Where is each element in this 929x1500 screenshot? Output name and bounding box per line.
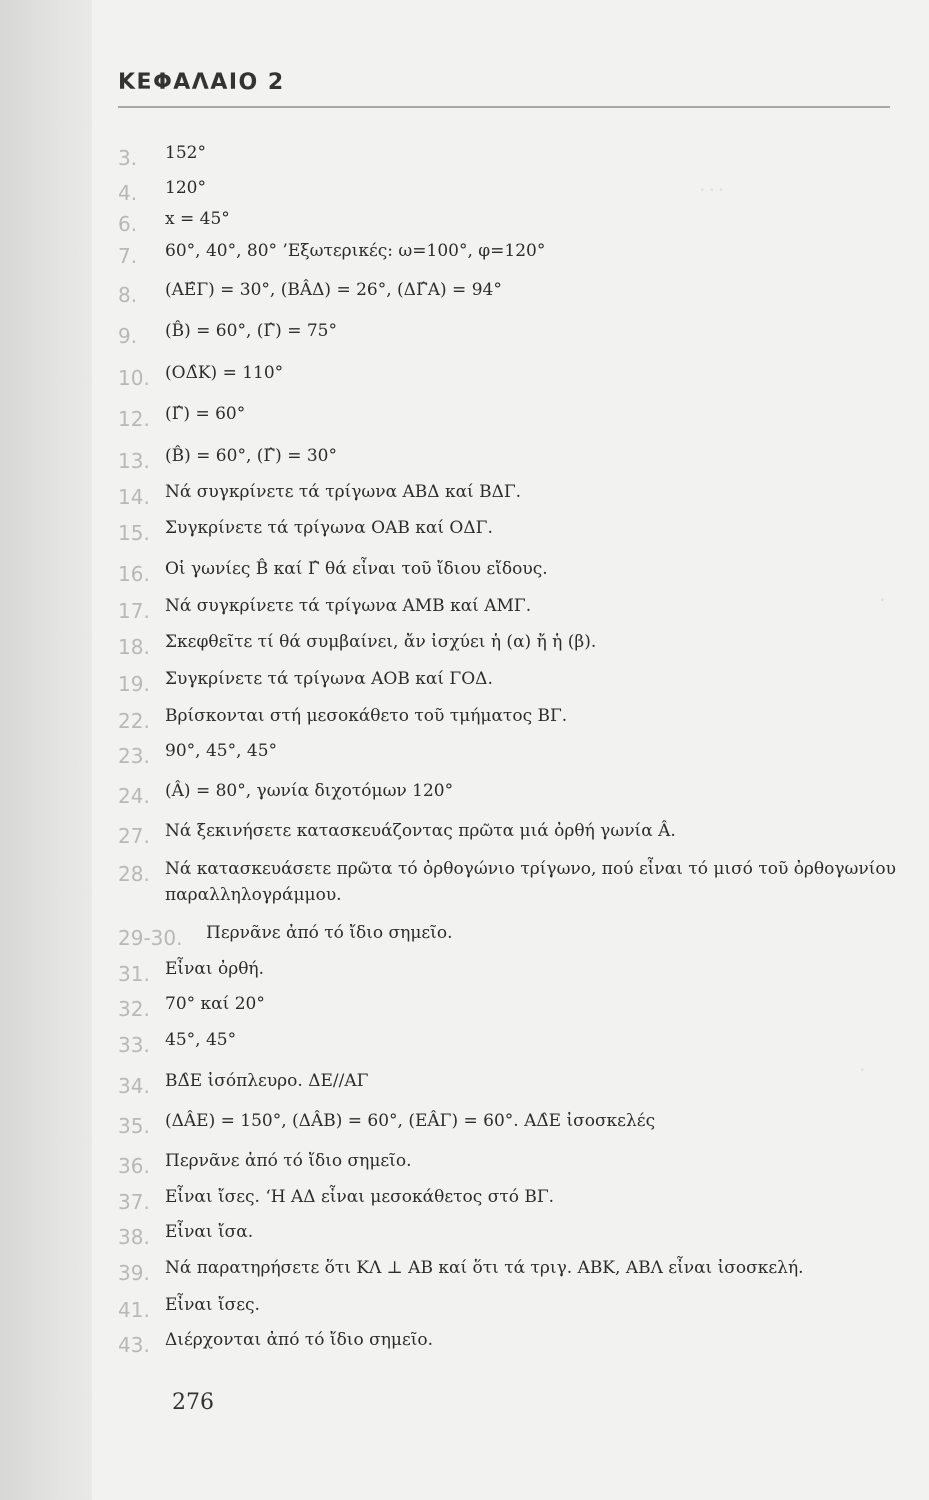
chapter-heading: ΚΕΦΑΛΑΙΟ 2 [118, 70, 285, 95]
heading-rule [118, 106, 890, 108]
answer-text: (B̂) = 60°, (Γ̂) = 30° [165, 446, 337, 466]
answer-text: 152° [165, 143, 206, 163]
answer-number: 27. [118, 824, 150, 848]
answer-text: (ΑΕ̂Γ) = 30°, (ΒÂΔ) = 26°, (ΔΓ̂Α) = 94° [165, 280, 502, 300]
answer-number: 22. [118, 709, 150, 733]
page-number: 276 [172, 1390, 214, 1415]
answer-number: 13. [118, 449, 150, 473]
answer-number: 28. [118, 862, 150, 886]
answer-text: (Â) = 80°, γωνία διχοτόμων 120° [165, 781, 454, 801]
answer-number: 39. [118, 1261, 150, 1285]
answer-number: 33. [118, 1033, 150, 1057]
answer-number: 31. [118, 962, 150, 986]
answer-text: Συγκρίνετε τά τρίγωνα ΑΟΒ καί ΓΟΔ. [165, 669, 493, 689]
answer-text: 120° [165, 178, 206, 198]
answer-number: 7. [118, 244, 138, 268]
answer-text: 60°, 40°, 80° ’Εξωτερικές: ω=100°, φ=120° [165, 241, 546, 261]
answer-text: 45°, 45° [165, 1030, 237, 1050]
answer-text: Νά συγκρίνετε τά τρίγωνα ΑΜΒ καί ΑΜΓ. [165, 596, 532, 616]
answer-number: 24. [118, 784, 150, 808]
answer-text: Εἶναι ἴσα. [165, 1222, 254, 1242]
answer-number: 8. [118, 283, 138, 307]
answer-number: 34. [118, 1074, 150, 1098]
answer-number: 29-30. [118, 926, 183, 950]
answer-text: 90°, 45°, 45° [165, 741, 278, 761]
answer-number: 36. [118, 1154, 150, 1178]
answer-text: Νά συγκρίνετε τά τρίγωνα ΑΒΔ καί ΒΔΓ. [165, 482, 522, 502]
answer-text: Νά ξεκινήσετε κατασκευάζοντας πρῶτα μιά ὀρθή γωνία Â. [165, 821, 676, 841]
answer-number: 3. [118, 146, 138, 170]
answer-number: 32. [118, 997, 150, 1021]
answer-text: ΒΔ̂Ε ἰσόπλευρο. ΔΕ//ΑΓ [165, 1071, 369, 1091]
answer-number: 19. [118, 672, 150, 696]
answer-text: Διέρχονται ἀπό τό ἴδιο σημεῖο. [165, 1330, 434, 1350]
answer-number: 38. [118, 1225, 150, 1249]
answer-text: Εἶναι ἴσες. [165, 1295, 260, 1315]
answer-number: 6. [118, 212, 138, 236]
answer-text: (ΔÂΕ) = 150°, (ΔÂΒ) = 60°, (ΕÂΓ) = 60°. ΑΔ̂Ε ἰσοσκελές [165, 1111, 656, 1131]
answer-text: Νά κατασκευάσετε πρῶτα τό ὀρθογώνιο τρίγωνο, πού εἶναι τό μισό τοῦ ὀρθογωνίου παραλληλογράμμου. [165, 859, 896, 905]
show-through-text: ꞏ [880, 591, 885, 609]
answer-number: 17. [118, 599, 150, 623]
answer-text: (ΟΔ̂Κ) = 110° [165, 363, 284, 383]
book-binding-shadow [0, 0, 92, 1500]
answer-number: 37. [118, 1190, 150, 1214]
answer-text: Σκεφθεῖτε τί θά συμβαίνει, ἄν ἰσχύει ἡ (α) ἤ ἡ (β). [165, 632, 597, 652]
answer-number: 15. [118, 521, 150, 545]
answer-text: Εἶναι ἴσες. ‘Η ΑΔ εἶναι μεσοκάθετος στό ΒΓ. [165, 1187, 555, 1207]
answer-number: 12. [118, 407, 150, 431]
answer-text: Περνᾶνε ἀπό τό ἴδιο σημεῖο. [206, 923, 453, 943]
answer-text: (Γ̂) = 60° [165, 404, 246, 424]
show-through-text: ꞏ [860, 1061, 865, 1079]
answer-number: 9. [118, 324, 138, 348]
answer-number: 43. [118, 1333, 150, 1357]
answer-text: Συγκρίνετε τά τρίγωνα ΟΑΒ καί ΟΔΓ. [165, 518, 493, 538]
answer-number: 10. [118, 366, 150, 390]
answer-number: 35. [118, 1114, 150, 1138]
answer-number: 4. [118, 181, 138, 205]
answer-text: Περνᾶνε ἀπό τό ἴδιο σημεῖο. [165, 1151, 412, 1171]
answer-text: Οἱ γωνίες B̂ καί Γ̂ θά εἶναι τοῦ ἴδιου εἴδους. [165, 559, 548, 579]
answer-number: 16. [118, 562, 150, 586]
answer-number: 41. [118, 1298, 150, 1322]
answer-text: Βρίσκονται στή μεσοκάθετο τοῦ τμήματος ΒΓ. [165, 706, 568, 726]
answer-text: x = 45° [165, 209, 230, 229]
answer-text: Νά παρατηρήσετε ὅτι ΚΛ ⊥ ΑΒ καί ὅτι τά τριγ. ΑΒΚ, ΑΒΛ εἶναι ἰσοσκελή. [165, 1258, 804, 1278]
show-through-text: ꞏ ꞏ ꞏ [700, 181, 724, 199]
answer-number: 18. [118, 635, 150, 659]
answer-text: Εἶναι ὀρθή. [165, 959, 265, 979]
answer-number: 14. [118, 485, 150, 509]
answer-number: 23. [118, 744, 150, 768]
answer-text: 70° καί 20° [165, 994, 265, 1014]
answer-text: (B̂) = 60°, (Γ̂) = 75° [165, 321, 337, 341]
